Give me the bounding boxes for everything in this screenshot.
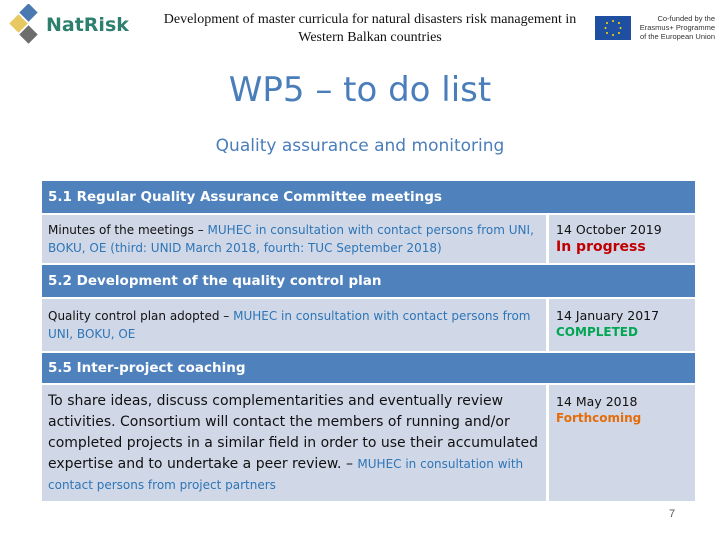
task-description-main: Quality control plan adopted –: [48, 309, 234, 323]
task-description: [42, 299, 549, 351]
table-row: [42, 299, 695, 353]
logo-text: NatRisk: [46, 14, 129, 36]
eu-text-line2: Erasmus+ Programme: [639, 23, 715, 32]
task-responsible: MUHEC in consultation with contact persons from project partners: [48, 457, 524, 492]
project-title-line2: Western Balkan countries: [298, 30, 442, 45]
table-row: [42, 385, 695, 503]
status-badge: Forthcoming: [556, 411, 642, 425]
task-responsible: MUHEC in consultation with contact persons from UNI, BOKU, OE (third: UNID March 2018, fourth: TUC September 2018): [48, 223, 534, 255]
logo-diamonds-icon: [6, 4, 46, 48]
slide-subtitle: Quality assurance and monitoring: [215, 136, 505, 156]
section-header-5-2: 5.2 Development of the quality control plan: [42, 265, 695, 299]
table-row: [42, 215, 695, 265]
task-description-main: Minutes of the meetings –: [48, 223, 208, 237]
task-date: 14 January 2017: [556, 308, 660, 323]
natrisk-logo: [6, 4, 129, 48]
task-description: [42, 215, 549, 263]
task-date: 14 October 2019: [556, 222, 662, 237]
section-header-5-5: 5.5 Inter-project coaching: [42, 353, 695, 385]
page-number: 7: [669, 508, 676, 520]
eu-text-line3: of the European Union: [639, 32, 715, 41]
project-title: [150, 11, 590, 47]
eu-text-line1: Co-funded by the: [657, 14, 715, 23]
task-responsible: MUHEC in consultation with contact persons from UNI, BOKU, OE: [48, 309, 531, 341]
eu-cofunded-badge: [595, 14, 715, 40]
status-badge: In progress: [556, 239, 646, 255]
section-header-5-1: 5.1 Regular Quality Assurance Committee meetings: [42, 181, 695, 215]
task-description: [42, 385, 549, 501]
task-deadline-cell: [549, 385, 695, 501]
eu-flag-icon: [595, 16, 631, 40]
task-table: [42, 181, 695, 503]
slide-title: WP5 – to do list: [228, 70, 492, 110]
task-deadline-cell: [549, 299, 695, 351]
project-title-line1: Development of master curricula for natural disasters risk management in: [163, 12, 577, 27]
task-date: 14 May 2018: [556, 394, 638, 409]
task-deadline-cell: [549, 215, 695, 263]
status-badge: COMPLETED: [556, 325, 638, 339]
task-description-main: To share ideas, discuss complementarities and eventually review activities. Consortium will contact the members of running and/or completed projects in a similar field in order to use their accumulated expertise and to undertake a peer review. –: [48, 393, 538, 472]
